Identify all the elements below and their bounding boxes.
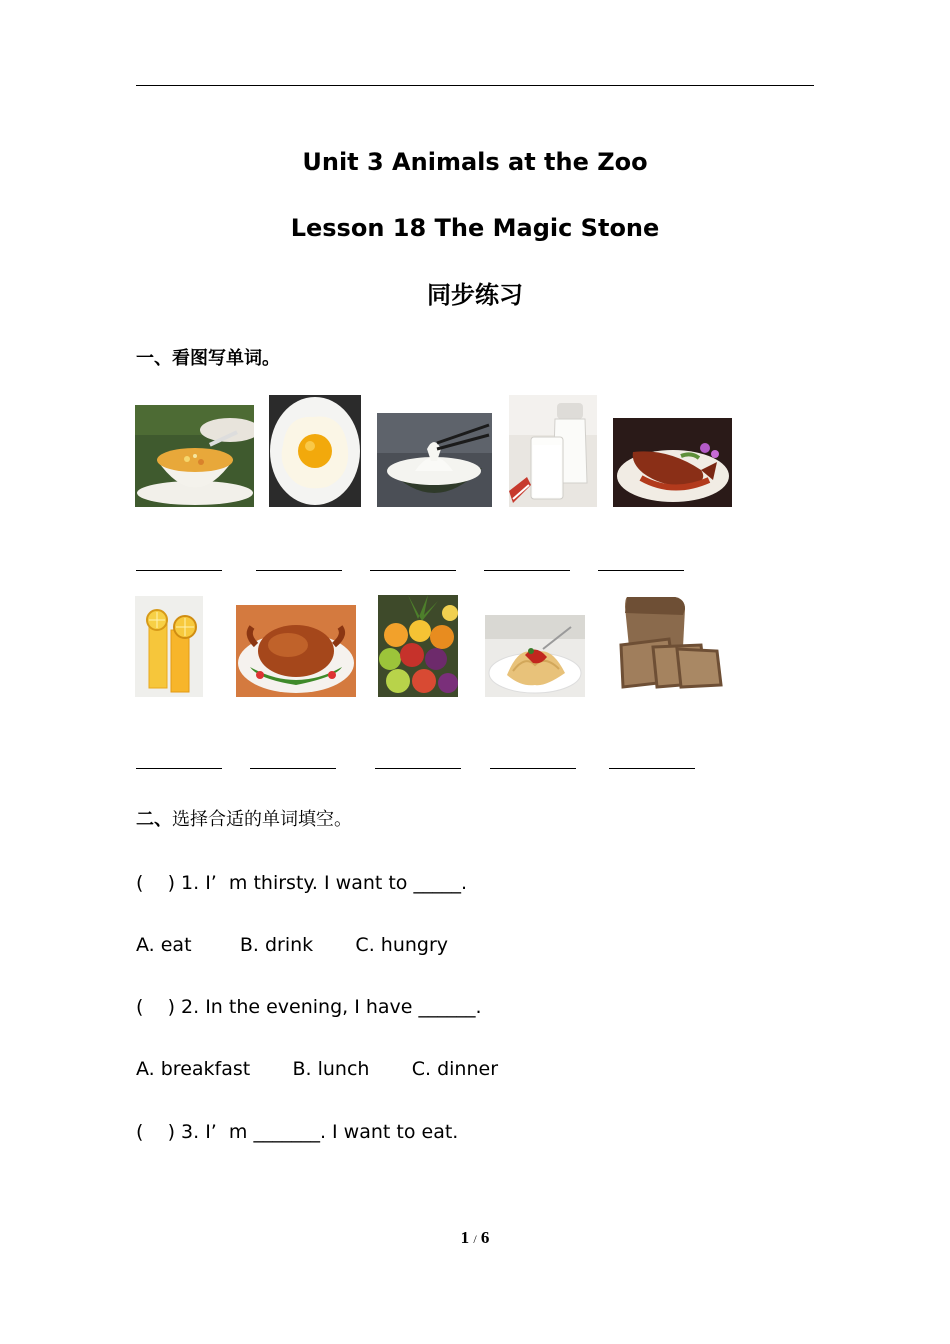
rice-icon <box>377 413 492 507</box>
section-1-text: 看图写单词。 <box>172 348 280 369</box>
answer-blank[interactable] <box>256 570 342 571</box>
egg-icon <box>269 395 361 507</box>
page-separator: / <box>473 1232 477 1246</box>
answer-blank[interactable] <box>598 570 684 571</box>
header-rule <box>136 85 814 86</box>
answer-blank[interactable] <box>375 768 461 769</box>
answer-blank[interactable] <box>370 570 456 571</box>
question-1-options: A. eat B. drink C. hungry <box>136 934 449 956</box>
total-pages: 6 <box>480 1228 490 1247</box>
question-1: ( ) 1. I’ m thirsty. I want to _____. <box>136 872 468 894</box>
exercise-title: 同步练习 <box>427 281 523 309</box>
lesson-title: Lesson 18 The Magic Stone <box>290 214 660 242</box>
juice-icon <box>135 596 203 697</box>
milk-icon <box>509 395 597 507</box>
answer-blank[interactable] <box>136 768 222 769</box>
section-2-number: 二、 <box>136 809 172 830</box>
chicken-icon <box>236 605 356 697</box>
section-1-heading <box>136 347 280 371</box>
answer-blank[interactable] <box>484 570 570 571</box>
section-2-heading <box>136 808 352 832</box>
fish-icon <box>613 418 732 507</box>
unit-title: Unit 3 Animals at the Zoo <box>302 148 648 176</box>
answer-blank[interactable] <box>609 768 695 769</box>
answer-blank[interactable] <box>490 768 576 769</box>
question-3: ( ) 3. I’ m _______. I want to eat. <box>136 1121 459 1143</box>
question-2-options: A. breakfast B. lunch C. dinner <box>136 1058 499 1080</box>
fruit-icon <box>378 595 458 697</box>
noodles-icon <box>485 615 585 697</box>
answer-blank[interactable] <box>250 768 336 769</box>
page-number <box>0 1228 950 1249</box>
bread-icon <box>613 595 728 697</box>
current-page: 1 <box>460 1228 470 1247</box>
section-1-number: 一、 <box>136 348 172 369</box>
section-2-text: 选择合适的单词填空。 <box>172 809 352 830</box>
answer-blank[interactable] <box>136 570 222 571</box>
question-2: ( ) 2. In the evening, I have ______. <box>136 996 482 1018</box>
soup-icon <box>135 405 254 507</box>
